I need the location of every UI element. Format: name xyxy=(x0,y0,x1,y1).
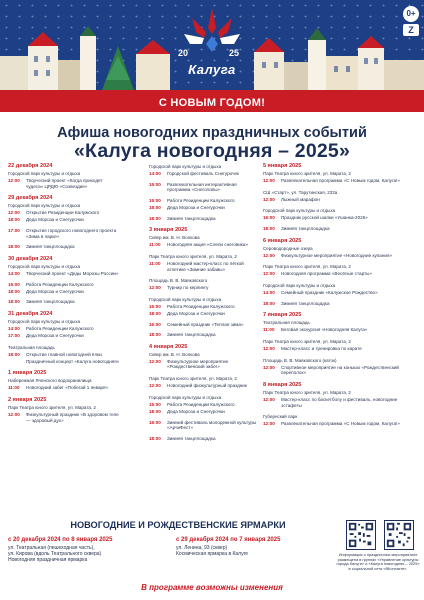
day-block xyxy=(263,238,418,259)
event-venue: Городской парк культуры и отдыха xyxy=(8,318,81,324)
event-time: 12:00 xyxy=(263,252,275,258)
day-block xyxy=(149,227,261,248)
event-title: Мастер-класс и тренировка по карате xyxy=(281,346,362,352)
fair-name: Космическая ярмарка в Калуге xyxy=(176,550,249,557)
event-row xyxy=(8,228,120,239)
event-time: 12:00 xyxy=(263,178,275,184)
schedule-column-2 xyxy=(149,163,261,513)
poster-title-line1: Афиша новогодних праздничных событий xyxy=(57,125,367,141)
event-time: 16:00 xyxy=(149,419,161,425)
schedule-column-3 xyxy=(263,163,418,513)
event-title: Лыжный марафон xyxy=(281,196,320,202)
event-time: 12:00 xyxy=(263,271,275,277)
event-time: 18:00 xyxy=(149,215,161,221)
event-venue: Площадь В. В. Маяковского xyxy=(149,278,208,284)
event-row xyxy=(8,299,120,305)
event-title: Открытие городского новогоднего проекта «Зима в парке» xyxy=(26,228,117,239)
event-row xyxy=(149,383,261,389)
event-title: Праздник русской шапки «Ушанка-2025» xyxy=(281,215,368,221)
event-title: Работа Резиденции Калужского xyxy=(26,325,94,331)
event-time: 12:00 xyxy=(8,412,20,418)
event-title: Творческий проект «Когда приходят чудеса» ЦРДЮ «Созвездие» xyxy=(26,178,103,189)
fair-address: ул. Кирова (вдоль Театрального сквера) xyxy=(8,550,102,557)
day-block xyxy=(8,163,120,189)
event-date: 31 декабря 2024 xyxy=(8,310,53,317)
logo-year-left: 20 xyxy=(178,48,189,58)
event-time: 14:00 xyxy=(263,290,275,296)
event-time: 18:00 xyxy=(149,204,161,210)
event-venue: Городской парк культуры и отдыха xyxy=(263,208,336,214)
event-title: Городской фестиваль Снегурочек xyxy=(167,171,240,177)
event-time: 18:00 xyxy=(149,408,161,414)
event-time: 15:00 xyxy=(149,181,161,187)
event-title: Новогодняя акция «Слепи снеговика» xyxy=(167,242,249,248)
event-time: 12:00 xyxy=(149,285,161,291)
poster-title-line2: «Калуга новогодняя – 2025» xyxy=(73,140,351,162)
event-time: 18:00 xyxy=(8,217,20,223)
day-block xyxy=(263,312,418,333)
event-venue: Сквер им. В. Н. Волкова xyxy=(149,351,200,357)
event-time: 18:00 xyxy=(8,299,20,305)
event-row xyxy=(8,289,120,295)
day-block xyxy=(263,190,418,203)
event-venue: Парк Театра юного зрителя, ул. Марата, 2 xyxy=(8,405,96,411)
qr-code-icon[interactable] xyxy=(346,520,376,550)
event-title: Деда Мороза и Снегурочки xyxy=(167,204,225,210)
logo-year-right: 25 xyxy=(229,48,240,58)
day-block xyxy=(149,376,261,389)
event-row xyxy=(263,215,418,221)
event-row xyxy=(149,171,261,177)
event-title: Зимняя танцплощадка xyxy=(26,299,75,305)
event-row xyxy=(263,346,418,352)
event-title: Праздничный концерт «Калуга новогодняя» xyxy=(26,358,120,364)
day-block xyxy=(8,345,120,365)
event-title: Беговая экскурсия «Новогодняя Калуга» xyxy=(281,327,368,333)
event-row xyxy=(263,421,418,427)
event-venue: Парк Театра юного зрителя, ул. Марата, 2 xyxy=(263,389,351,395)
event-time: 11:00 xyxy=(8,385,20,391)
event-title: Деда Мороза и Снегурочки xyxy=(167,408,225,414)
event-time: 14:00 xyxy=(149,171,161,177)
event-venue: Сквер им. В. Н. Волкова xyxy=(149,235,200,241)
event-venue: СШ «Старт», ул. Тарутинская, 232а xyxy=(263,189,338,195)
event-time: 12:00 xyxy=(263,346,275,352)
day-block xyxy=(263,414,418,427)
event-time: 14:00 xyxy=(8,270,20,276)
event-venue: Парк Театра юного зрителя, ул. Марата, 2 xyxy=(263,171,351,176)
fair-date: с 20 декабря 2024 по 8 января 2025 xyxy=(8,537,113,543)
event-row xyxy=(149,436,261,442)
event-time: 12:00 xyxy=(263,364,275,370)
event-venue: Театральная площадь xyxy=(8,344,55,350)
age-rating-badge: 0+ xyxy=(403,6,419,22)
event-time: 12:00 xyxy=(263,196,275,202)
event-title: Деда Мороза и Снегурочки xyxy=(26,333,84,338)
event-date: 2 января 2025 xyxy=(8,397,47,404)
event-title: Работа Резиденции Калужского xyxy=(26,281,94,287)
event-row xyxy=(149,322,261,328)
event-title: Открытие Резиденции Калужского xyxy=(26,210,100,216)
event-title: Развлекательная интерактивная программа «Снеголапы» xyxy=(167,181,237,193)
event-time: 17:00 xyxy=(8,333,20,338)
event-row xyxy=(149,242,261,248)
event-time: 11:00 xyxy=(263,327,275,333)
event-time: 15:00 xyxy=(149,303,161,309)
event-venue: Театральная площадь xyxy=(263,320,310,326)
program-changes-note: В программе возможны изменения xyxy=(141,583,283,592)
event-venue: Парк Театра юного зрителя, ул. Марата, 2 xyxy=(263,264,351,270)
event-date: 29 декабря 2024 xyxy=(8,195,53,202)
event-row xyxy=(149,409,261,415)
event-title: Турнир по керлингу xyxy=(167,285,209,291)
event-title: Семейный праздник «Теплая зима» xyxy=(167,321,244,327)
fairs-heading: НОВОГОДНИЕ И РОЖДЕСТВЕНСКИЕ ЯРМАРКИ xyxy=(70,520,286,530)
event-row xyxy=(149,311,261,317)
event-time: 12:00 xyxy=(149,358,161,364)
day-block xyxy=(263,283,418,306)
event-row xyxy=(149,359,261,370)
event-time: 18:00 xyxy=(149,435,161,441)
event-row xyxy=(263,301,418,307)
event-title: Открытие главной новогодней ёлки. xyxy=(26,351,103,357)
event-time: 11:00 xyxy=(149,242,161,248)
logo-city-name: Калуга xyxy=(188,62,236,77)
fair-address: ул. Театральная (пешеходная часть), xyxy=(8,544,95,551)
event-title: Мастер-класс по баскетболу и фестиваль, новогодние эстафеты xyxy=(281,397,398,408)
event-title: Деда Мороза и Снегурочки xyxy=(26,217,84,223)
event-title: Зимняя танцплощадка xyxy=(167,332,216,338)
event-date: 5 января 2025 xyxy=(263,163,302,169)
day-block xyxy=(263,339,418,352)
event-date: 22 декабря 2024 xyxy=(8,163,53,169)
event-row xyxy=(8,359,120,365)
event-row xyxy=(263,178,418,184)
event-time: 15:00 xyxy=(8,281,20,287)
day-block xyxy=(8,256,120,305)
event-title: Физкультурное мероприятие «Рождественский забег» xyxy=(167,358,229,370)
day-block xyxy=(149,297,261,338)
event-row xyxy=(149,261,261,272)
event-venue: Парк Театра юного зрителя, ул. Марата, 2 xyxy=(149,376,237,382)
event-title: Зимняя танцплощадка xyxy=(167,435,216,441)
day-block xyxy=(263,163,418,184)
event-row xyxy=(263,327,418,333)
event-title: Деда Мороза и Снегурочки xyxy=(167,311,225,316)
event-row xyxy=(8,412,120,423)
event-time: 18:00 xyxy=(8,288,20,294)
fair-address: ул. Ленина, 93 (сквер) xyxy=(176,544,228,551)
event-title: Новогодний мастер-класс по лёгкой атлетике «Зимние забавы» xyxy=(167,260,244,272)
event-row xyxy=(149,198,261,204)
event-time: 12:00 xyxy=(8,210,20,216)
event-title: Работа Резиденции Калужского xyxy=(167,401,235,407)
event-title: Новогодняя программа «Весёлые старты» xyxy=(281,271,372,277)
event-date: 4 января 2025 xyxy=(149,343,188,350)
z-mark-icon: Z xyxy=(403,24,419,36)
event-time: 12:00 xyxy=(8,178,20,184)
greeting-text: С НОВЫМ ГОДОМ! xyxy=(158,97,266,109)
day-block xyxy=(8,195,120,250)
fair-block-2 xyxy=(176,537,336,557)
day-block xyxy=(8,311,120,339)
event-time: 12:00 xyxy=(149,383,161,389)
event-title: Семейный праздник «Калужское Рождество» xyxy=(281,290,378,296)
event-title: Физкультурное мероприятие «Новогодние купания» xyxy=(281,252,392,258)
event-row xyxy=(8,352,120,358)
fair-name: Новогодняя праздничная ярмарка xyxy=(8,556,88,563)
event-title: Новогодний забег «Побегай 1 января» xyxy=(26,385,109,391)
event-venue: Городской парк культуры и отдыха xyxy=(149,296,222,302)
event-row xyxy=(8,210,120,216)
event-date: 8 января 2025 xyxy=(263,381,302,388)
event-time: 16:00 xyxy=(149,321,161,327)
event-title: Работа Резиденции Калужского xyxy=(167,303,235,309)
event-row xyxy=(8,333,120,339)
fair-date: с 29 декабря 2024 по 7 января 2025 xyxy=(176,537,281,543)
event-title: Зимняя танцплощадка xyxy=(281,226,330,232)
day-block xyxy=(149,254,261,272)
event-date: 1 января 2025 xyxy=(8,370,47,377)
event-row xyxy=(8,217,120,223)
day-block xyxy=(263,264,418,277)
event-time: 18:00 xyxy=(263,226,275,232)
event-time: 17:00 xyxy=(8,228,20,234)
event-row xyxy=(8,385,120,391)
event-time: 15:00 xyxy=(149,197,161,203)
event-row xyxy=(149,420,261,431)
event-time xyxy=(8,359,26,365)
day-block xyxy=(263,382,418,408)
event-title: Новогодний физкультурный праздник xyxy=(167,383,247,389)
event-title: Зимняя танцплощадка xyxy=(26,244,75,250)
event-date: 6 января 2025 xyxy=(263,237,302,244)
event-venue: Сероводородные озера xyxy=(263,245,313,251)
event-time: 16:00 xyxy=(263,215,275,221)
event-row xyxy=(149,285,261,291)
event-title: Деда Мороза и Снегурочки xyxy=(26,288,84,294)
event-row xyxy=(8,326,120,332)
event-time: 14:00 xyxy=(8,325,20,331)
event-venue: Городской парк культуры и отдыха xyxy=(8,171,81,176)
event-row xyxy=(149,332,261,338)
event-venue: Городской парк культуры и отдыха xyxy=(8,203,81,209)
qr-info-text: Информация о праздничных мероприятиях размещена в группах «Управление культуры города Калуги» и «Калуга новогодняя – 2025» в социальной сети «ВКонтакте». xyxy=(336,552,420,571)
event-date: 3 января 2025 xyxy=(149,227,188,234)
event-row xyxy=(8,178,120,189)
event-row xyxy=(263,197,418,203)
day-block xyxy=(263,208,418,231)
event-row xyxy=(263,226,418,232)
event-time: 18:00 xyxy=(149,311,161,316)
event-venue: Губернский парк xyxy=(263,414,298,420)
event-row xyxy=(149,402,261,408)
event-time: 18:00 xyxy=(263,300,275,306)
event-date: 7 января 2025 xyxy=(263,312,302,319)
event-venue: Городской парк культуры и отдыха xyxy=(149,394,222,400)
day-block xyxy=(149,395,261,442)
event-venue: Парк Театра юного зрителя, ул. Марата, 2 xyxy=(149,253,237,259)
event-title: Зимняя танцплощадка xyxy=(167,215,216,221)
fair-block-1 xyxy=(8,537,168,563)
event-venue: Набережная Яченского водохранилища xyxy=(8,378,92,384)
event-title: Зимняя танцплощадка xyxy=(281,300,330,306)
event-time: 12:00 xyxy=(263,397,275,403)
qr-code-icon[interactable] xyxy=(384,520,414,550)
day-block xyxy=(8,370,120,391)
event-row xyxy=(263,271,418,277)
event-row xyxy=(263,365,418,376)
event-time: 11:00 xyxy=(149,260,161,266)
event-row xyxy=(149,216,261,222)
event-title: Развлекательная программа «С Новым годом, Калуга!» xyxy=(281,178,400,184)
event-title: Зимний фестиваль молодежной культуры «АрчиФест» xyxy=(167,419,257,431)
event-title: Спортивное мероприятие на коньках «Рождественский переполох» xyxy=(281,364,399,376)
event-row xyxy=(263,397,418,408)
event-venue: Парк Театра юного зрителя, ул. Марата, 2 xyxy=(263,339,351,344)
event-venue: Городской парк культуры и отдыха xyxy=(263,283,336,289)
header-banner xyxy=(0,0,424,112)
event-row xyxy=(149,182,261,193)
event-time: 15:00 xyxy=(149,401,161,407)
day-block xyxy=(263,358,418,376)
event-row xyxy=(263,253,418,259)
event-time: 18:00 xyxy=(8,351,20,357)
event-time: 18:00 xyxy=(8,244,20,250)
event-time: 18:00 xyxy=(149,332,161,338)
event-title: Физкультурный праздник «В здоровом теле — здоровый дух» xyxy=(26,412,119,423)
event-venue: Городской парк культуры и отдыха xyxy=(149,164,222,169)
schedule-column-1 xyxy=(8,163,120,513)
event-venue: Площадь В. В. Маяковского (каток) xyxy=(263,357,337,363)
event-row xyxy=(8,244,120,250)
event-time: 12:00 xyxy=(263,421,275,427)
event-title: Развлекательная программа «С Новым годом, Калуга!» xyxy=(281,421,400,427)
day-block xyxy=(8,397,120,423)
event-date: 30 декабря 2024 xyxy=(8,255,53,262)
event-row xyxy=(8,271,120,277)
event-row xyxy=(149,304,261,310)
event-venue: Городской парк культуры и отдыха xyxy=(8,263,81,269)
day-block xyxy=(149,278,261,291)
event-row xyxy=(149,205,261,211)
event-row xyxy=(8,282,120,288)
event-title: Творческий проект «Деды Морозы России» xyxy=(26,270,119,276)
event-title: Работа Резиденции Калужского xyxy=(167,197,235,203)
event-row xyxy=(263,290,418,296)
day-block xyxy=(149,164,261,221)
day-block xyxy=(149,344,261,370)
